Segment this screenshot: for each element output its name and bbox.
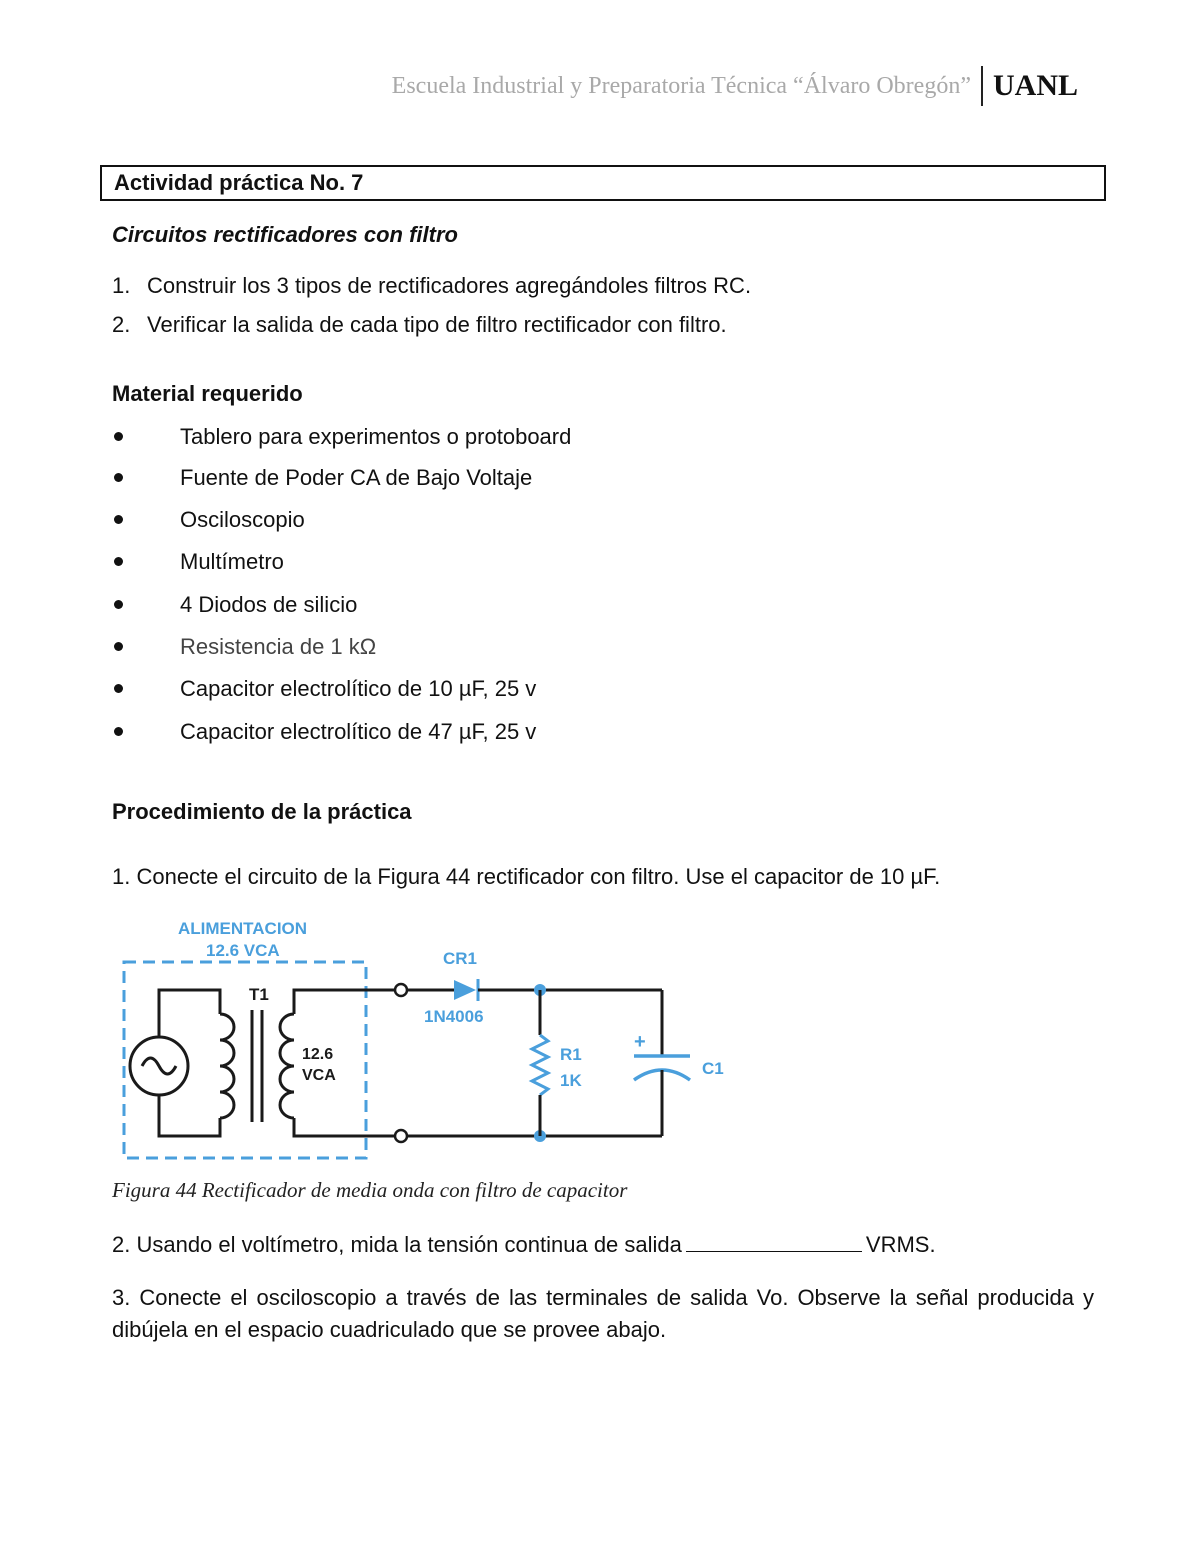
material-text: Fuente de Poder CA de Bajo Voltaje: [180, 465, 533, 490]
material-text: Multímetro: [180, 549, 284, 574]
secondary-voltage-label: 12.6: [302, 1046, 334, 1063]
material-text: Osciloscopio: [180, 507, 305, 532]
bullet-icon: [114, 515, 123, 524]
circuit-diagram: [112, 910, 752, 1170]
procedure-step-3: 3. Conecte el osciloscopio a través de las terminales de salida Vo. Observe la señal producida y dibújela en el espacio cuadriculado que se provee abajo.: [112, 1285, 1094, 1342]
material-item: [112, 424, 572, 450]
supply-voltage-label: 12.6 VCA: [206, 941, 280, 960]
supply-label: ALIMENTACION: [178, 919, 308, 938]
bullet-icon: [114, 600, 123, 609]
material-item: [112, 719, 537, 745]
activity-title-box: [100, 165, 1106, 201]
material-item: [112, 634, 377, 660]
objective-item: [112, 273, 751, 299]
material-text: Capacitor electrolítico de 47 µF, 25 v: [180, 719, 537, 744]
objective-number: 2.: [112, 312, 131, 337]
activity-title: Actividad práctica No. 7: [114, 170, 364, 195]
procedure-heading: Procedimiento de la práctica: [112, 799, 412, 824]
bullet-icon: [114, 473, 123, 482]
bullet-icon: [114, 432, 123, 441]
material-text: Capacitor electrolítico de 10 µF, 25 v: [180, 676, 537, 701]
primary-wire-bottom: [159, 1095, 220, 1136]
procedure-step-1: 1. Conecte el circuito de la Figura 44 rectificador con filtro. Use el capacitor de 10 µF.: [112, 864, 941, 889]
diode-label: CR1: [443, 949, 478, 968]
material-text: Resistencia de 1 kΩ: [180, 634, 377, 659]
header-divider: [981, 66, 983, 106]
secondary-coil-icon: [280, 1014, 294, 1118]
objective-text: Verificar la salida de cada tipo de filtro rectificador con filtro.: [147, 312, 727, 337]
material-item: [112, 676, 537, 702]
objective-number: 1.: [112, 273, 131, 298]
secondary-wire-bottom: [294, 1118, 395, 1136]
answer-blank[interactable]: [686, 1231, 862, 1252]
material-item: [112, 549, 284, 575]
activity-subtitle: Circuitos rectificadores con filtro: [112, 222, 458, 247]
step-2-text: 2. Usando el voltímetro, mida la tensión continua de salida: [112, 1232, 682, 1257]
material-item: [112, 465, 533, 491]
secondary-unit-label: VCA: [302, 1067, 336, 1084]
capacitor-label: C1: [702, 1059, 724, 1078]
transformer-label: T1: [249, 985, 269, 1004]
primary-coil-icon: [220, 1014, 234, 1118]
bullet-icon: [114, 727, 123, 736]
material-item: [112, 592, 358, 618]
university-logo-text: UANL: [992, 69, 1078, 102]
step-2-unit: VRMS.: [865, 1232, 936, 1257]
procedure-step-2: [112, 1231, 936, 1258]
resistor-icon: [532, 1035, 548, 1095]
objective-item: [112, 312, 727, 338]
material-text: 4 Diodos de silicio: [180, 592, 358, 617]
terminal-icon: [395, 984, 407, 996]
sine-wave-icon: [142, 1058, 176, 1074]
material-item: [112, 507, 305, 533]
page-header: [392, 66, 1078, 106]
resistor-label: R1: [560, 1045, 582, 1064]
school-name: Escuela Industrial y Preparatoria Técnica “Álvaro Obregón”: [391, 72, 971, 99]
figure-caption: Figura 44 Rectificador de media onda con filtro de capacitor: [112, 1178, 628, 1202]
bullet-icon: [114, 642, 123, 651]
material-text: Tablero para experimentos o protoboard: [180, 424, 572, 449]
terminal-icon: [395, 1130, 407, 1142]
materials-heading: Material requerido: [112, 381, 303, 406]
bullet-icon: [114, 684, 123, 693]
bullet-icon: [114, 557, 123, 566]
capacitor-polarity-label: +: [634, 1031, 646, 1053]
secondary-wire-top: [294, 990, 395, 1014]
resistor-value-label: 1K: [560, 1071, 582, 1090]
diode-icon: [454, 980, 476, 1000]
diode-part-label: 1N4006: [424, 1007, 484, 1026]
primary-wire-top: [159, 990, 220, 1037]
objective-text: Construir los 3 tipos de rectificadores agregándoles filtros RC.: [147, 273, 752, 298]
